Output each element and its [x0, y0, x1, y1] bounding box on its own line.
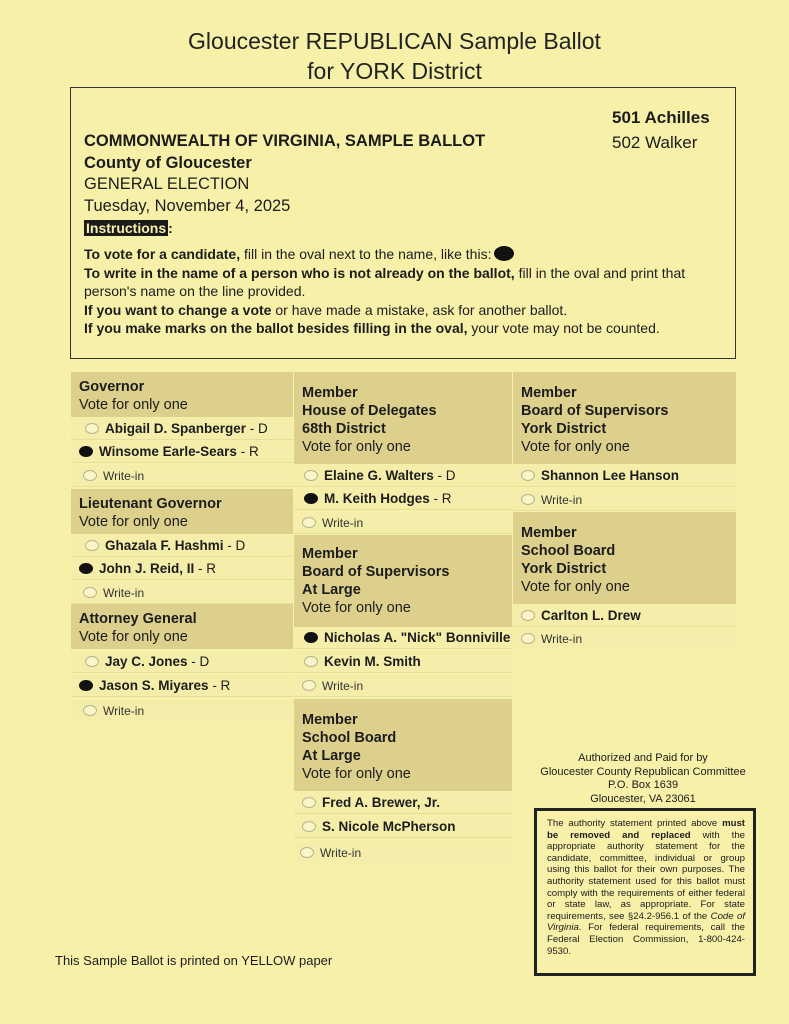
authorized-paid-for: Authorized and Paid for by Gloucester County Republican Committee P.O. Box 1639 Gloucester, VA 23061 [540, 752, 746, 805]
ballot-oval[interactable] [302, 821, 316, 832]
footer-note: This Sample Ballot is printed on YELLOW paper [55, 953, 333, 968]
page-title-line2: for YORK District [307, 58, 482, 84]
candidate-row[interactable]: Jay C. Jones - D [71, 651, 293, 673]
candidate-row[interactable]: Nicholas A. "Nick" Bonniville [294, 627, 512, 649]
ballot-oval[interactable] [300, 847, 314, 858]
ballot-oval[interactable] [304, 656, 318, 667]
race-header-governor: Governor Vote for only one [71, 372, 293, 417]
county-heading: County of Gloucester [84, 153, 252, 172]
ballot-oval[interactable] [304, 470, 318, 481]
ballot-oval[interactable] [302, 680, 316, 691]
write-in-row[interactable]: Write-in [294, 842, 512, 864]
candidate-row[interactable]: John J. Reid, II - R [71, 558, 293, 580]
ballot-oval[interactable] [302, 797, 316, 808]
candidate-row[interactable]: Elaine G. Walters - D [294, 465, 512, 487]
race-header-lt-governor: Lieutenant Governor Vote for only one [71, 489, 293, 534]
instructions-text: To vote for a candidate, fill in the oval next to the name, like this: To write in the name of a person who is not already on the ballot, fill in the oval and print that person's name on the line provided. If you want to change a vote or have made a mistake, ask for another ballot. If you make marks on the ballot besides filling in the oval, your vote may not be counted. [84, 246, 686, 336]
authority-statement-note: The authority statement printed above must be removed and replaced with the appropriate authority statement for the candidate, committee, individual or group using this ballot for their own purposes. The authority statement used for this ballot must comply with the requirements of either federal or state law, as appropriate. For state requirements, see §24.2-956.1 of the Code of Virginia. For federal requirements, call the Federal Election Commission, 1-800-424-9530. [534, 808, 756, 976]
candidate-row[interactable]: Kevin M. Smith [294, 651, 512, 673]
precinct-list [612, 105, 710, 155]
write-in-row[interactable]: Write-in [71, 582, 293, 604]
ballot-oval[interactable] [521, 470, 535, 481]
commonwealth-heading: COMMONWEALTH OF VIRGINIA, SAMPLE BALLOT [84, 132, 486, 150]
ballot-oval[interactable] [85, 540, 99, 551]
write-in-row[interactable]: Write-in [71, 465, 293, 487]
race-header-supervisors-york: Member Board of Supervisors York District Vote for only one [513, 372, 736, 464]
page-title [0, 26, 789, 86]
race-header-supervisors-at-large: Member Board of Supervisors At Large Vote for only one [294, 535, 512, 627]
ballot-oval-filled[interactable] [304, 493, 318, 504]
ballot-oval-filled[interactable] [79, 563, 93, 574]
ballot-oval-filled[interactable] [304, 632, 318, 643]
write-in-row[interactable]: Write-in [294, 675, 512, 697]
race-header-house-of-delegates: Member House of Delegates 68th District Vote for only one [294, 372, 512, 464]
ballot-oval[interactable] [83, 587, 97, 598]
race-header-attorney-general: Attorney General Vote for only one [71, 604, 293, 649]
ballot-oval-filled[interactable] [79, 680, 93, 691]
candidate-row[interactable]: M. Keith Hodges - R [294, 488, 512, 510]
ballot-oval[interactable] [83, 470, 97, 481]
write-in-row[interactable]: Write-in [513, 628, 736, 650]
page-title-line1: Gloucester REPUBLICAN Sample Ballot [188, 28, 601, 54]
election-heading: GENERAL ELECTION [84, 175, 250, 193]
candidate-row[interactable]: Winsome Earle-Sears - R [71, 441, 293, 463]
candidate-row[interactable]: Ghazala F. Hashmi - D [71, 535, 293, 557]
ballot-oval[interactable] [521, 610, 535, 621]
precinct-1: 501 Achilles [612, 108, 710, 127]
ballot-oval[interactable] [85, 656, 99, 667]
candidate-row[interactable]: Fred A. Brewer, Jr. [294, 792, 512, 814]
filled-oval-example-icon [494, 246, 514, 261]
ballot-oval[interactable] [83, 705, 97, 716]
ballot-oval[interactable] [521, 494, 535, 505]
race-header-school-board-at-large: Member School Board At Large Vote for only one [294, 699, 512, 791]
ballot-oval-filled[interactable] [79, 446, 93, 457]
write-in-row[interactable]: Write-in [513, 489, 736, 511]
ballot-oval[interactable] [521, 633, 535, 644]
precinct-2: 502 Walker [612, 133, 698, 152]
candidate-row[interactable]: Jason S. Miyares - R [71, 675, 293, 697]
election-date: Tuesday, November 4, 2025 [84, 196, 291, 215]
ballot-oval[interactable] [85, 423, 99, 434]
candidate-row[interactable]: Carlton L. Drew [513, 605, 736, 627]
ballot-header [84, 131, 485, 217]
candidate-row[interactable]: Shannon Lee Hanson [513, 465, 736, 487]
write-in-row[interactable]: Write-in [71, 700, 293, 722]
ballot-oval[interactable] [302, 517, 316, 528]
race-header-school-board-york: Member School Board York District Vote for only one [513, 512, 736, 604]
candidate-row[interactable]: S. Nicole McPherson [294, 816, 512, 838]
candidate-row[interactable]: Abigail D. Spanberger - D [71, 418, 293, 440]
instructions-label: Instructions : [86, 220, 173, 236]
write-in-row[interactable]: Write-in [294, 512, 512, 534]
